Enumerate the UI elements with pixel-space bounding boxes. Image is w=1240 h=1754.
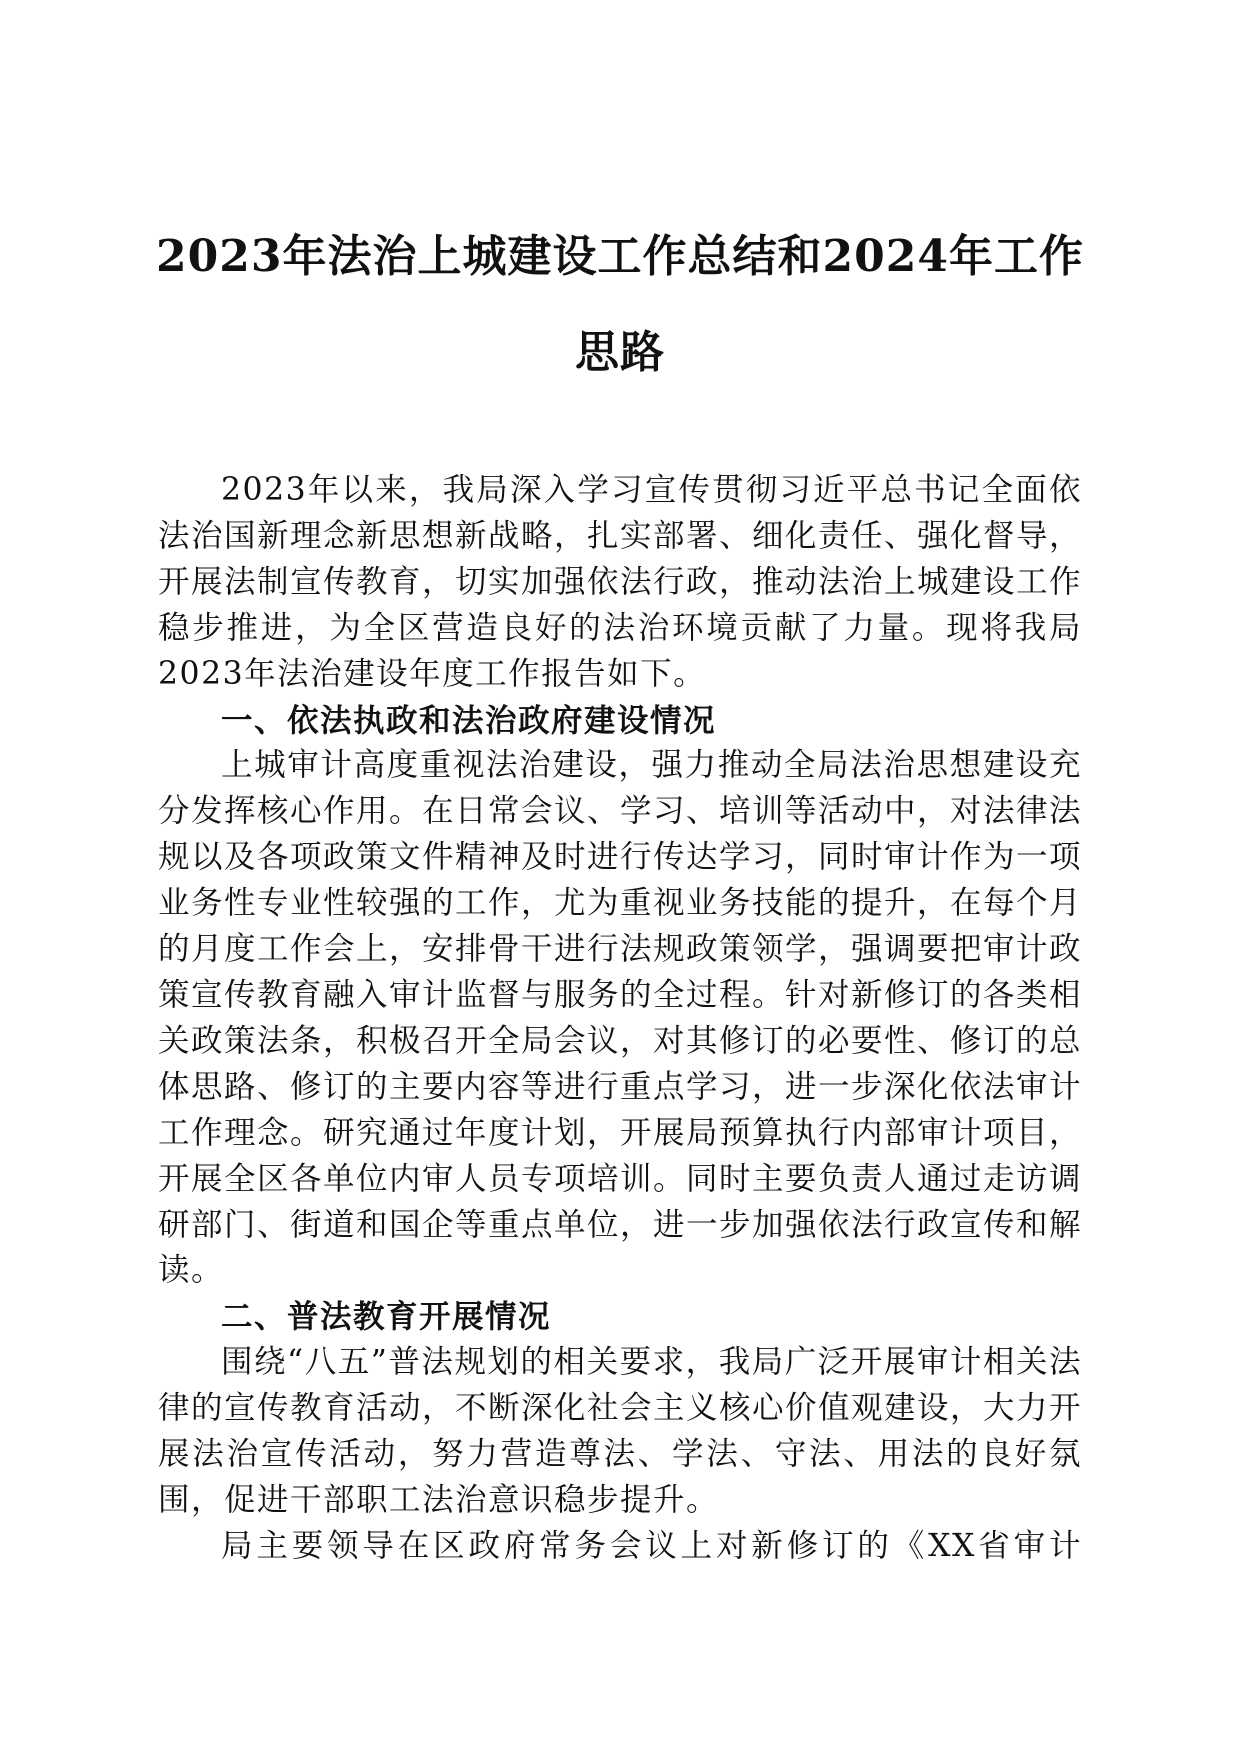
document-body bbox=[158, 468, 1082, 1570]
section-2-heading: 二、普法教育开展情况 bbox=[221, 1298, 552, 1336]
section-2-paragraph-continued: 局主要领导在区政府常务会议上对新修订的《XX省审计 bbox=[221, 1527, 1082, 1564]
section-2-paragraph: 围绕“八五”普法规划的相关要求，我局广泛开展审计相关法律的宣传教育活动，不断深化社会主义核心价值观建设，大力开展法治宣传活动，努力营造尊法、学法、守法、用法的良好氛围，促进干部职工法治意识稳步提升。 bbox=[158, 1344, 1083, 1518]
section-1-heading: 一、依法执政和法治政府建设情况 bbox=[221, 701, 717, 739]
document-title-line-2: 思路 bbox=[575, 327, 665, 378]
section-1-paragraph: 上城审计高度重视法治建设，强力推动全局法治思想建设充分发挥核心作用。在日常会议、学习、培训等活动中，对法律法规以及各项政策文件精神及时进行传达学习，同时审计作为一项业务性专业性较强的工作，尤为重视业务技能的提升，在每个月的月度工作会上，安排骨干进行法规政策领学，强调要把审计政策宣传教育融入审计监督与服务的全过程。针对新修订的各类相关政策法条，积极召开全局会议，对其修订的必要性、修订的总体思路、修订的主要内容等进行重点学习，进一步深化依法审计工作理念。研究通过年度计划，开展局预算执行内部审计项目，开展全区各单位内审人员专项培训。同时主要负责人通过走访调研部门、街道和国企等重点单位，进一步加强依法行政宣传和解读。 bbox=[158, 747, 1083, 1289]
intro-paragraph: 2023年以来，我局深入学习宣传贯彻习近平总书记全面依法治国新理念新思想新战略，扎实部署、细化责任、强化督导，开展法制宣传教育，切实加强依法行政，推动法治上城建设工作稳步推进，为全区营造良好的法治环境贡献了力量。现将我局2023年法治建设年度工作报告如下。 bbox=[158, 472, 1083, 692]
document-title-line-1: 2023年法治上城建设工作总结和2024年工作 bbox=[156, 231, 1084, 282]
